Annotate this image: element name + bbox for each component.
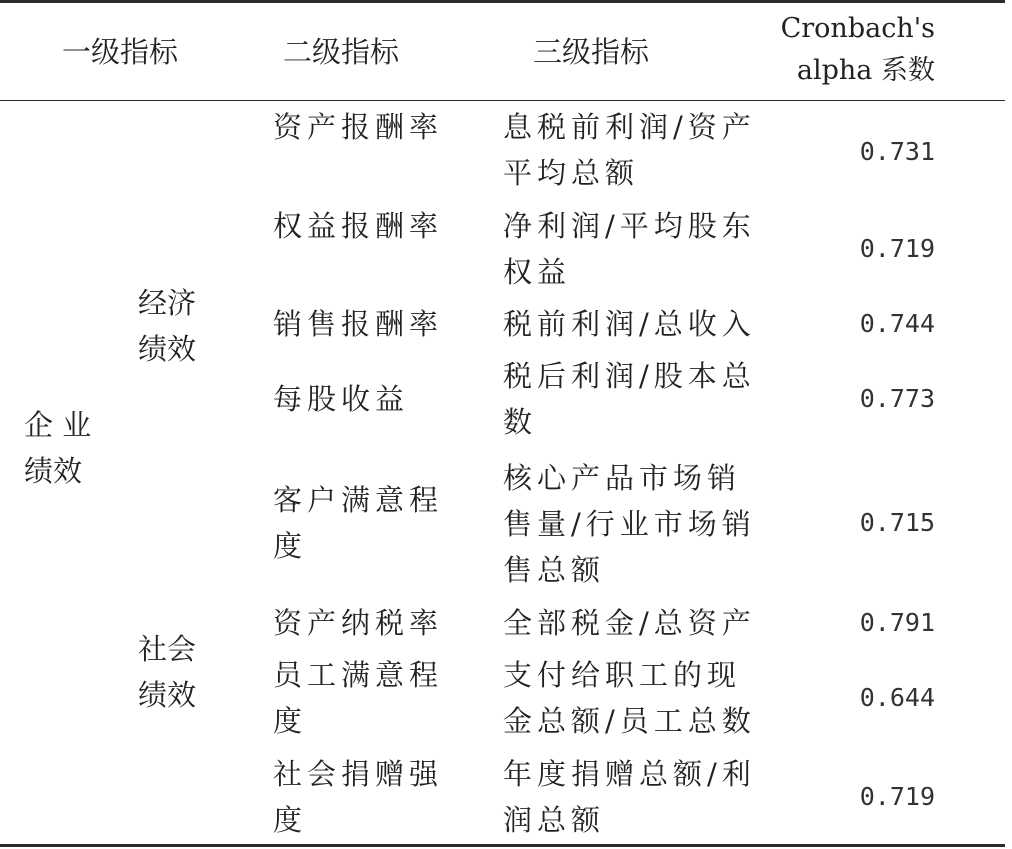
formula-cell: [503, 353, 756, 445]
formula-cell: [503, 104, 756, 196]
alpha-value: 0.773: [859, 384, 935, 413]
alpha-value: 0.715: [859, 508, 935, 537]
header-level3: 三级指标: [533, 35, 650, 69]
level1-line2: 绩效: [24, 454, 83, 488]
formula-line: 售总额: [503, 553, 606, 587]
level3-line: 度: [273, 803, 308, 837]
level3-line: 客户满意程: [273, 483, 444, 517]
level3-cell: [273, 477, 443, 569]
formula-line: 税后利润/股本总: [503, 359, 756, 393]
level2-cell-social: [138, 626, 196, 718]
alpha-value: 0.719: [859, 234, 935, 263]
formula-cell: [503, 600, 756, 646]
alpha-value: 0.791: [859, 608, 935, 637]
formula-line: 净利润/平均股东: [503, 209, 756, 243]
formula-line: 税前利润/总收入: [503, 307, 756, 341]
header-alpha-line1: Cronbach's: [780, 13, 935, 44]
alpha-value: 0.644: [859, 683, 935, 712]
level2-line2: 绩效: [138, 332, 197, 366]
level3-cell: [273, 203, 443, 249]
level3-line: 社会捐赠强: [273, 757, 444, 791]
formula-cell: [503, 301, 756, 347]
alpha-value: 0.719: [859, 782, 935, 811]
level3-line: 每股收益: [273, 382, 410, 416]
level2-line1: 经济: [138, 286, 197, 320]
header-level1: 一级指标: [62, 35, 179, 69]
level3-cell: [273, 301, 443, 347]
formula-cell: [503, 455, 756, 593]
level2-cell-economic: [138, 280, 196, 372]
level3-line: 员工满意程: [273, 658, 444, 692]
alpha-value: 0.744: [859, 309, 935, 338]
formula-line: 售量/行业市场销: [503, 507, 756, 541]
formula-line: 平均总额: [503, 156, 640, 190]
level2-line2: 绩效: [138, 678, 197, 712]
formula-cell: [503, 652, 756, 744]
formula-line: 金总额/员工总数: [503, 704, 756, 738]
level2-line1: 社会: [138, 632, 197, 666]
header-alpha: [781, 8, 935, 92]
level3-cell: [273, 751, 443, 843]
formula-line: 润总额: [503, 803, 606, 837]
level3-line: 权益报酬率: [273, 209, 444, 243]
formula-line: 核心产品市场销: [503, 461, 742, 495]
formula-line: 支付给职工的现: [503, 658, 742, 692]
level1-line1: 企 业: [24, 408, 92, 442]
level3-line: 资产纳税率: [273, 606, 444, 640]
formula-cell: [503, 203, 756, 295]
level3-cell: [273, 104, 443, 150]
table-top-rule: [0, 0, 1005, 3]
formula-line: 数: [503, 405, 538, 439]
header-level2: 二级指标: [283, 35, 400, 69]
level3-cell: [273, 652, 443, 744]
level3-line: 度: [273, 529, 308, 563]
alpha-value: 0.731: [859, 137, 935, 166]
formula-cell: [503, 751, 756, 843]
level3-cell: [273, 376, 409, 422]
formula-line: 权益: [503, 255, 572, 289]
header-alpha-line2: alpha 系数: [796, 55, 935, 86]
level3-cell: [273, 600, 443, 646]
table-bottom-rule: [0, 844, 1005, 847]
level3-line: 销售报酬率: [273, 307, 444, 341]
level3-line: 度: [273, 704, 308, 738]
table-header-rule: [0, 100, 1005, 101]
formula-line: 息税前利润/资产: [503, 110, 756, 144]
formula-line: 全部税金/总资产: [503, 606, 756, 640]
formula-line: 年度捐赠总额/利: [503, 757, 756, 791]
level3-line: 资产报酬率: [273, 110, 444, 144]
level1-cell: [24, 402, 91, 494]
